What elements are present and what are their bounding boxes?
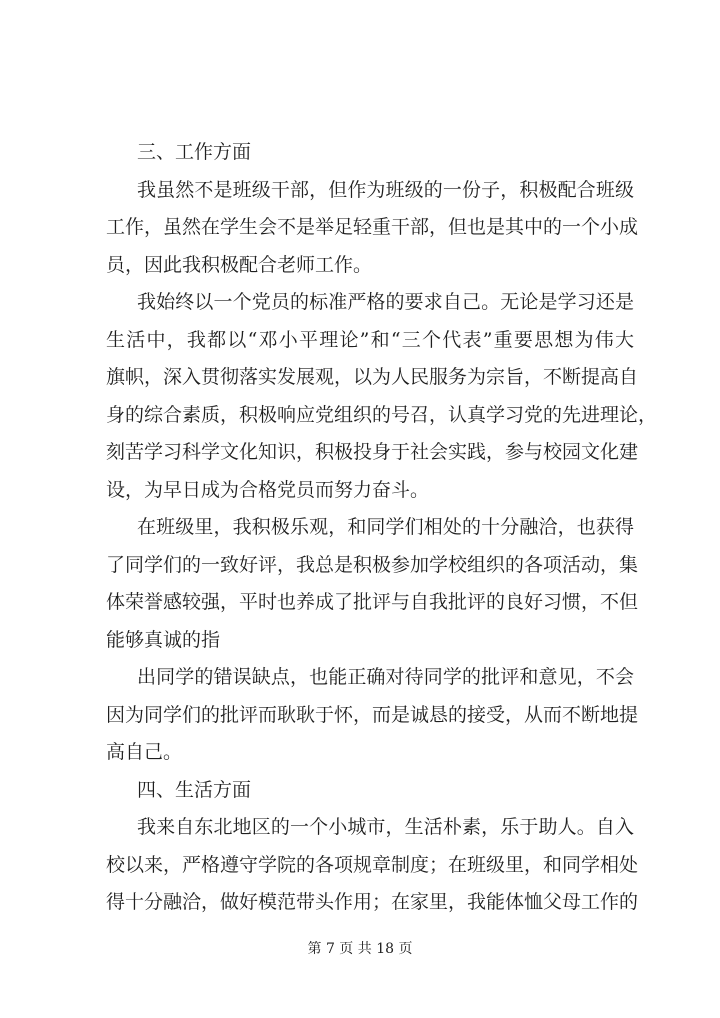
paragraph-line: 了同学们的一致好评，我总是积极参加学校组织的各项活动，集 (106, 553, 639, 576)
paragraph-line: 出同学的错误缺点，也能正确对待同学的批评和意见，不会 (137, 666, 634, 688)
document-body (106, 134, 658, 922)
section-heading: 四、生活方面 (137, 778, 252, 801)
paragraph-line: 旗帜，深入贯彻落实发展观，以为人民服务为宗旨，不断提高自 (106, 366, 639, 388)
paragraph-line: 体荣誉感较强，平时也养成了批评与自我批评的良好习惯，不但 (106, 591, 639, 613)
paragraph-line: 我始终以一个党员的标准严格的要求自己。无论是学习还是 (137, 291, 634, 313)
paragraph-line: 在班级里，我积极乐观，和同学们相处的十分融洽，也获得 (137, 516, 634, 538)
paragraph-line: 能够真诚的指 (106, 628, 221, 651)
paragraph-line: 员，因此我积极配合老师工作。 (106, 253, 373, 276)
paragraph-line: 身的综合素质，积极响应党组织的号召，认真学习党的先进理论， (106, 403, 658, 426)
paragraph-line: 设，为早日成为合格党员而努力奋斗。 (106, 478, 430, 501)
paragraph-line: 因为同学们的批评而耿耿于怀，而是诚恳的接受，从而不断地提 (106, 703, 639, 726)
section-heading: 三、工作方面 (137, 141, 252, 163)
paragraph-line: 高自己。 (106, 741, 183, 763)
paragraph-line: 我来自东北地区的一个小城市，生活朴素，乐于助人。自入 (137, 816, 634, 838)
paragraph-line: 得十分融洽，做好模范带头作用；在家里，我能体恤父母工作的 (106, 891, 639, 913)
paragraph-line: 校以来，严格遵守学院的各项规章制度；在班级里，和同学相处 (106, 853, 639, 876)
paragraph-line: 我虽然不是班级干部，但作为班级的一份子，积极配合班级 (137, 178, 634, 201)
page-footer: 第 7 页 共 18 页 (307, 941, 413, 957)
paragraph-line: 生活中，我都以“邓小平理论”和“三个代表”重要思想为伟大 (106, 328, 634, 351)
paragraph-line: 刻苦学习科学文化知识，积极投身于社会实践，参与校园文化建 (106, 441, 639, 463)
paragraph-line: 工作，虽然在学生会不是举足轻重干部，但也是其中的一个小成 (106, 216, 639, 238)
